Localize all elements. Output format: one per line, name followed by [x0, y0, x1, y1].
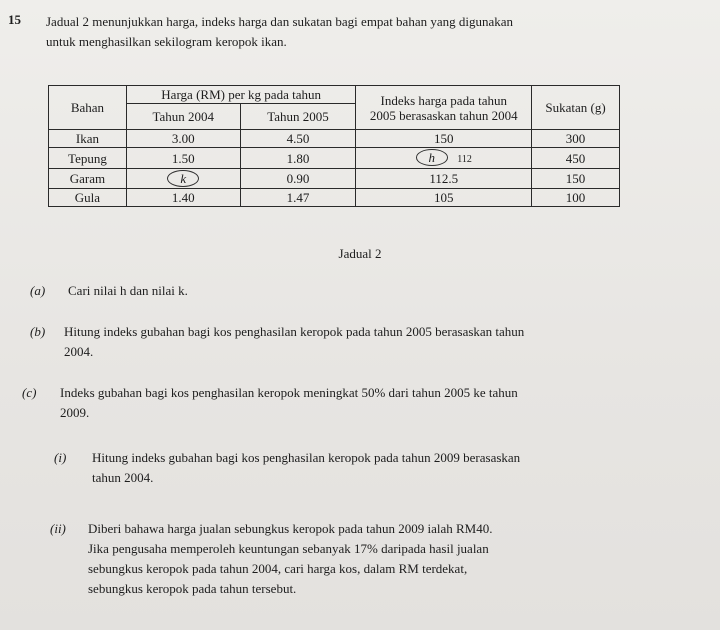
circled-k: k	[167, 170, 199, 187]
part-cii-line-1: Diberi bahawa harga jualan sebungkus keropok pada tahun 2009 ialah RM40.	[88, 521, 493, 536]
part-cii-line-3: sebungkus keropok pada tahun 2004, cari harga kos, dalam RM terdekat,	[88, 561, 468, 576]
cell-bahan: Tepung	[49, 148, 127, 169]
part-ci-text	[92, 448, 682, 488]
cell-sukatan: 450	[532, 148, 620, 169]
header-indeks: Indeks harga pada tahun 2005 berasaskan tahun 2004	[356, 86, 532, 130]
part-c-label: (c)	[22, 385, 37, 400]
handwritten-note: 112	[457, 154, 472, 165]
part-b-line-2: 2004.	[64, 344, 94, 359]
part-cii-line-2: Jika pengusaha memperoleh keuntungan sebanyak 17% daripada hasil jualan	[88, 541, 489, 556]
data-table	[48, 85, 620, 207]
header-tahun-2005: Tahun 2005	[240, 104, 356, 130]
table-row	[49, 169, 620, 189]
table-header-row	[49, 86, 620, 104]
circled-h: h	[416, 149, 449, 166]
intro-line-1: Jadual 2 menunjukkan harga, indeks harga dan sukatan bagi empat bahan yang digunakan	[46, 14, 514, 29]
header-sukatan: Sukatan (g)	[532, 86, 620, 130]
part-b-text	[64, 322, 684, 362]
cell-harga-2004: 1.40	[126, 189, 240, 207]
cell-indeks: 150	[356, 130, 532, 148]
table-row	[49, 130, 620, 148]
cell-harga-2005: 1.47	[240, 189, 356, 207]
part-a-label: (a)	[30, 283, 46, 298]
part-c-line-1: Indeks gubahan bagi kos penghasilan keropok meningkat 50% dari tahun 2005 ke tahun	[60, 385, 518, 400]
cell-harga-2004: 3.00	[126, 130, 240, 148]
cell-indeks	[356, 148, 532, 169]
cell-harga-2005: 0.90	[240, 169, 356, 189]
part-cii-label: (ii)	[50, 521, 66, 536]
part-ci-label: (i)	[54, 450, 67, 465]
table-row	[49, 189, 620, 207]
question-number: 15	[8, 12, 21, 27]
question-intro	[46, 12, 686, 52]
header-bahan: Bahan	[49, 86, 127, 130]
cell-bahan: Gula	[49, 189, 127, 207]
part-c-text	[60, 383, 690, 423]
part-ci-line-2: tahun 2004.	[92, 470, 154, 485]
part-cii-line-4: sebungkus keropok pada tahun tersebut.	[88, 581, 297, 596]
cell-harga-2005: 1.80	[240, 148, 356, 169]
cell-harga-2004: 1.50	[126, 148, 240, 169]
part-a-text: Cari nilai h dan nilai k.	[68, 283, 188, 298]
cell-bahan: Ikan	[49, 130, 127, 148]
intro-line-2: untuk menghasilkan sekilogram keropok ikan.	[46, 34, 287, 49]
cell-harga-2004	[126, 169, 240, 189]
part-cii-text	[88, 519, 688, 599]
part-b-line-1: Hitung indeks gubahan bagi kos penghasilan keropok pada tahun 2005 berasaskan tahun	[64, 324, 525, 339]
cell-sukatan: 100	[532, 189, 620, 207]
part-b-label: (b)	[30, 324, 46, 339]
cell-bahan: Garam	[49, 169, 127, 189]
part-c-line-2: 2009.	[60, 405, 90, 420]
header-harga: Harga (RM) per kg pada tahun	[126, 86, 356, 104]
cell-sukatan: 150	[532, 169, 620, 189]
table-caption: Jadual 2	[338, 246, 382, 261]
cell-sukatan: 300	[532, 130, 620, 148]
part-ci-line-1: Hitung indeks gubahan bagi kos penghasilan keropok pada tahun 2009 berasaskan	[92, 450, 521, 465]
cell-indeks: 105	[356, 189, 532, 207]
table-row	[49, 148, 620, 169]
cell-indeks: 112.5	[356, 169, 532, 189]
cell-harga-2005: 4.50	[240, 130, 356, 148]
header-tahun-2004: Tahun 2004	[126, 104, 240, 130]
